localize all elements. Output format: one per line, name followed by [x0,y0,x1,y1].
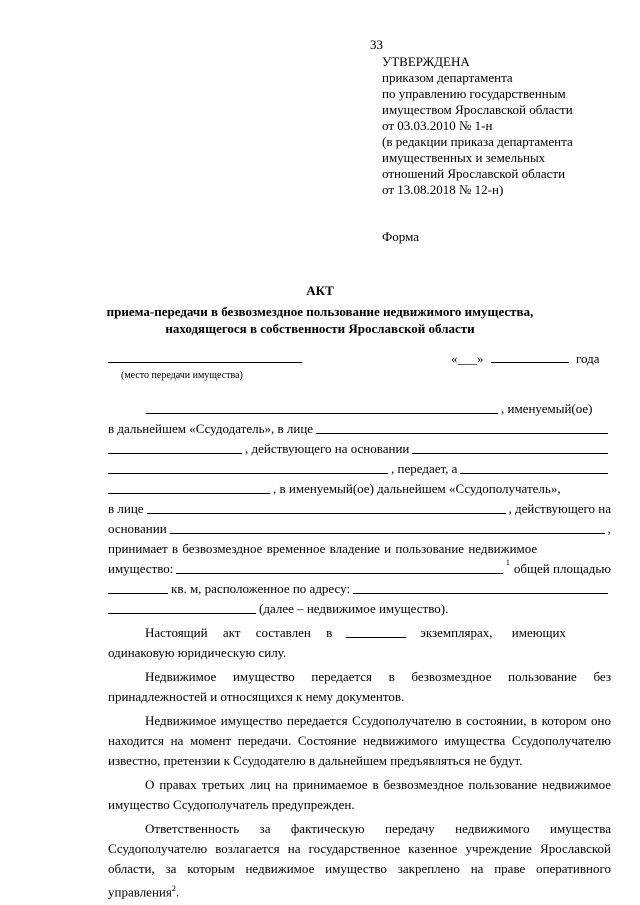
form-line [108,519,611,539]
title-line-1: АКТ [306,283,334,298]
paragraph [108,819,611,902]
place-field[interactable] [108,351,302,367]
form-line [108,459,611,479]
approval-block [382,54,632,198]
paragraph-text: Ответственность за фактическую передачу недвижимого имущества Ссудополучателю возлагается на государственное казенное учреждение Ярославской области, за которым недвижимое имущество закреплено на праве оперативного управления [108,821,611,900]
paragraph-line [108,643,611,663]
approval-line: отношений Ярославской области [382,166,566,181]
form-line [108,479,611,499]
form-text: , действующего на [508,501,611,516]
form-line [108,419,611,439]
approval-line: приказом департамента [382,70,513,85]
form-line [108,399,611,419]
approval-line: по управлению государственным [382,86,566,101]
lender-representative-field[interactable] [316,432,608,434]
approval-line: имуществом Ярославской области [382,102,573,117]
approval-line: от 13.08.2018 № 12-н) [382,182,504,197]
paragraph-text: экземплярах, имеющих [420,625,566,640]
document-title [0,282,640,337]
date-field[interactable] [451,351,600,367]
form-text: , действующего на основании [245,441,410,456]
address-continuation-field[interactable] [108,612,256,614]
approval-line: имущественных и земельных [382,150,546,165]
borrower-continuation-field[interactable] [108,492,270,494]
form-text: , именуемый(ое) [501,401,593,416]
borrower-field[interactable] [460,472,608,474]
form-line [108,439,611,459]
lender-name-field[interactable] [146,412,498,414]
paragraph-line [108,623,611,643]
page-number: 33 [370,37,383,52]
date-year-label: года [576,351,600,366]
title-line-3: находящегося в собственности Ярославской области [165,321,475,336]
footnote-marker: 1 [505,558,510,567]
form-text: в лице [108,501,144,516]
form-text: , [607,521,611,536]
form-line [108,579,611,599]
form-line [108,499,611,519]
address-field[interactable] [353,592,608,594]
title-line-2: приема-передачи в безвозмездное пользование недвижимого имущества, [106,304,534,319]
form-text: (далее – недвижимое имущество). [259,601,449,616]
form-body [108,399,611,902]
paragraph-text: . [175,884,180,900]
approval-line: УТВЕРЖДЕНА [382,54,470,69]
form-text: , передает, а [391,461,458,476]
footnote-marker: 2 [171,884,176,893]
area-field[interactable] [108,592,168,594]
date-day: «___» [451,351,484,366]
form-text: кв. м, расположенное по адресу: [171,581,351,596]
form-label: Форма [382,229,419,244]
form-line [108,539,611,559]
paragraph: О правах третьих лиц на принимаемое в безвозмездное пользование недвижимое имущество Ссудополучатель предупрежден. [108,777,611,812]
approval-line: от 03.03.2010 № 1-н [382,118,493,133]
copies-count-field[interactable] [346,636,406,638]
approval-line: (в редакции приказа департамента [382,134,573,149]
borrower-representative-field[interactable] [147,512,506,514]
form-line [108,559,611,579]
basis-continuation-field[interactable] [108,472,388,474]
paragraph-text: одинаковую юридическую силу. [108,645,287,660]
paragraph: Недвижимое имущество передается Ссудополучателю в состоянии, в котором оно находится на момент передачи. Состояние недвижимого имущества Ссудополучателю известно, претензии к Ссудодателю в дальнейшем предъявляться не будут. [108,713,611,768]
place-hint: (место передачи имущества) [121,370,243,381]
form-line [108,599,611,619]
borrower-basis-field[interactable] [170,532,605,534]
form-text: основании [108,521,167,536]
form-text: , в именуемый(ое) дальнейшем «Ссудополучатель», [273,481,561,496]
paragraph: Недвижимое имущество передается в безвозмездное пользование без принадлежностей и относящихся к нему документов. [108,669,611,704]
form-text: принимает в безвозмездное временное владение и пользование недвижимое [108,541,538,556]
form-text: имущество: [108,561,174,576]
paragraph-text: Настоящий акт составлен в [145,625,333,640]
basis-field[interactable] [412,452,608,454]
form-text: общей площадью [513,561,611,576]
form-text: в дальнейшем «Ссудодатель», в лице [108,421,314,436]
property-field[interactable] [176,572,503,574]
representative-field[interactable] [108,452,242,454]
